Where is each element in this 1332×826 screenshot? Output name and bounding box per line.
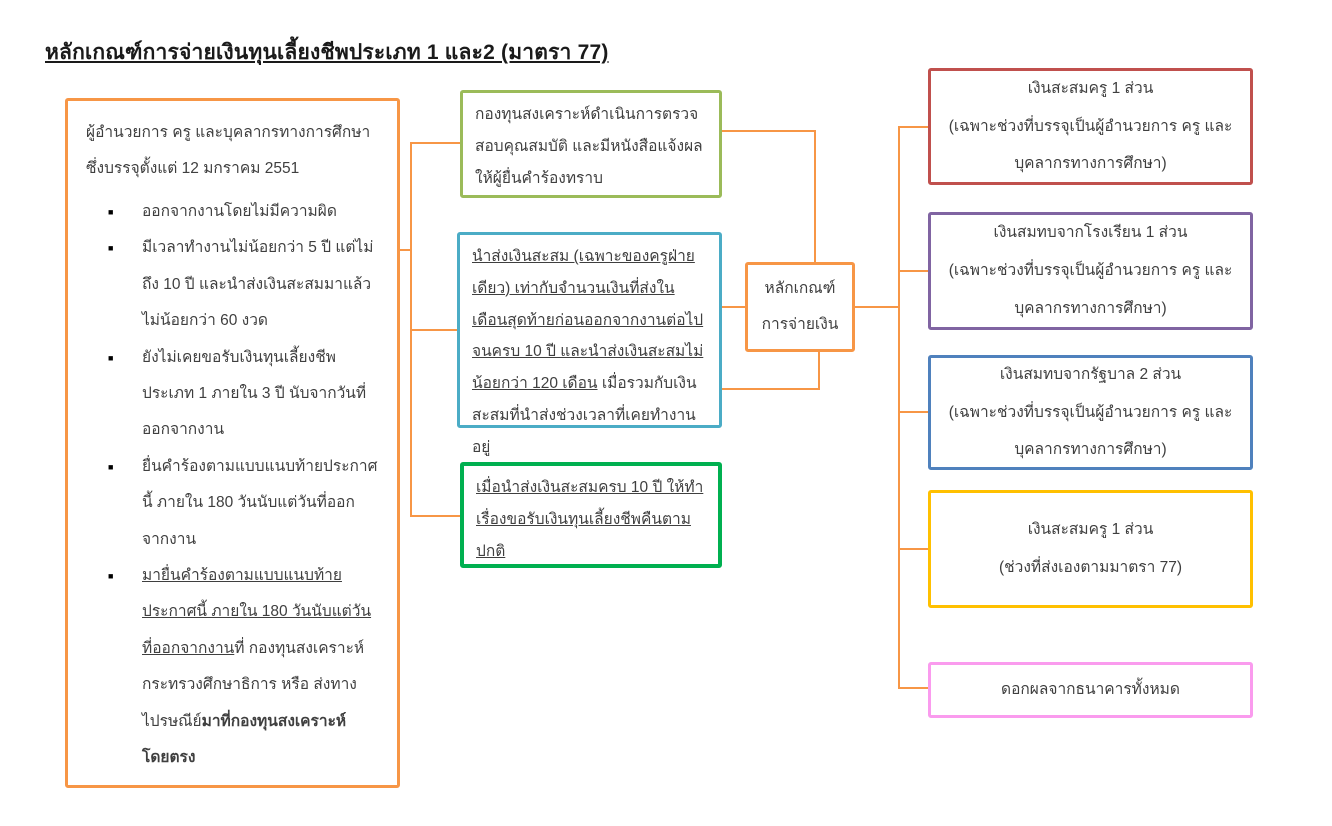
box-subtitle: (เฉพาะช่วงที่บรรจุเป็นผู้อำนวยการ ครู และบุคลากรทางการศึกษา)	[948, 262, 1233, 317]
refund-box	[460, 462, 722, 568]
connector-branch-teal	[410, 329, 457, 331]
box-title: ดอกผลจากธนาคารทั้งหมด	[1001, 681, 1180, 699]
bullet-text: ออกจากงานโดยไม่มีความผิด	[142, 202, 337, 220]
box-subtitle: (เฉพาะช่วงที่บรรจุเป็นผู้อำนวยการ ครู และบุคลากรทางการศึกษา)	[948, 403, 1233, 459]
connector-branch-green	[410, 515, 460, 517]
box-title: เงินสมทบจากรัฐบาล 2 ส่วน	[999, 365, 1182, 383]
list-item	[86, 230, 381, 339]
verification-box	[460, 90, 722, 198]
list-item	[86, 558, 381, 777]
savings-remittance-text	[472, 241, 707, 463]
connector-olive-center-v	[814, 130, 816, 262]
list-item	[86, 449, 381, 558]
teacher-savings-box-2	[928, 490, 1253, 608]
connector-branch-purple	[898, 270, 928, 272]
eligibility-intro: ผู้อำนวยการ ครู และบุคลากรทางการศึกษาซึ่งบรรจุตั้งแต่ 12 มกราคม 2551	[86, 124, 371, 178]
connector-branch-olive	[410, 142, 460, 144]
savings-remittance-normal: เมื่อรวมกับเงินสะสมที่นำส่งช่วงเวลาที่เคยทำงานอยู่	[472, 375, 697, 456]
savings-remittance-box	[457, 232, 722, 456]
payment-criteria-line1: หลักเกณฑ์	[764, 280, 836, 298]
connector-center-bottom-v	[818, 352, 820, 390]
box-subtitle: (เฉพาะช่วงที่บรรจุเป็นผู้อำนวยการ ครู และบุคลากรทางการศึกษา)	[948, 117, 1233, 173]
bullet-text-underlined: มายื่นคำร้องตามแบบแนบท้ายประกาศนี้ ภายใน 180 วันนับแต่วันที่ออกจากงาน	[142, 567, 372, 657]
payment-criteria-box	[745, 262, 855, 352]
connector-center-right	[855, 306, 900, 308]
connector-right-trunk	[898, 126, 900, 689]
bullet-square-icon: ■	[108, 352, 114, 363]
savings-remittance-underlined: นำส่งเงินสะสม (เฉพาะของครูฝ่ายเดียว) เท่ากับจำนวนเงินที่ส่งในเดือนสุดท้ายก่อนออกจากงานต่อไปจนครบ 10 ปี และนำส่งเงินสะสมไม่น้อยกว่า 120 เดือน	[472, 248, 704, 393]
connector-branch-blue	[898, 411, 928, 413]
eligibility-box	[65, 98, 400, 788]
bullet-text: มีเวลาทำงานไม่น้อยกว่า 5 ปี แต่ไม่ถึง 10 ปี และนำส่งเงินสะสมมาแล้วไม่น้อยกว่า 60 งวด	[142, 239, 374, 330]
bullet-text-normal: ที่ กองทุนสงเคราะห์ กระทรวงศึกษาธิการ หรือ ส่งทางไปรษณีย์	[142, 639, 365, 730]
teacher-savings-box-1	[928, 68, 1253, 185]
bullet-text: ยังไม่เคยขอรับเงินทุนเลี้ยงชีพประเภท 1 ภายใน 3 ปี นับจากวันที่ออกจากงาน	[142, 348, 367, 439]
connector-teal-center	[722, 306, 745, 308]
bullet-text: ยื่นคำร้องตามแบบแนบท้ายประกาศนี้ ภายใน 180 วันนับแต่วันที่ออกจากงาน	[142, 457, 378, 548]
bullet-square-icon: ■	[108, 571, 114, 582]
bullet-square-icon: ■	[108, 243, 114, 254]
bullet-square-icon: ■	[108, 461, 114, 472]
connector-center-bottom-h	[722, 388, 820, 390]
school-contribution-box	[928, 212, 1253, 330]
box-subtitle: (ช่วงที่ส่งเองตามมาตรา 77)	[998, 559, 1183, 576]
box-title: เงินสะสมครู 1 ส่วน	[1027, 79, 1154, 97]
bullet-text-bold: มาที่กองทุนสงเคราะห์โดยตรง	[142, 712, 347, 767]
refund-underlined: เมื่อนำส่งเงินสะสมครบ 10 ปี ให้ทำเรื่องขอรับเงินทุนเลี้ยงชีพคืนตามปกติ	[476, 479, 704, 560]
eligibility-bullet-list	[86, 194, 381, 777]
connector-olive-center-h	[722, 130, 816, 132]
connector-branch-red	[898, 126, 928, 128]
box-title: เงินสะสมครู 1 ส่วน	[1027, 521, 1154, 539]
connector-branch-gold	[898, 548, 928, 550]
bullet-text	[142, 558, 381, 777]
payment-criteria-line2: การจ่ายเงิน	[761, 316, 839, 333]
government-contribution-box	[928, 355, 1253, 470]
list-item	[86, 194, 381, 230]
box-title: เงินสมทบจากโรงเรียน 1 ส่วน	[993, 224, 1188, 242]
bullet-square-icon: ■	[108, 206, 114, 217]
refund-text	[476, 472, 706, 567]
connector-branch-pink	[898, 687, 928, 689]
list-item	[86, 340, 381, 449]
page-title: หลักเกณฑ์การจ่ายเงินทุนเลี้ยงชีพประเภท 1 และ2 (มาตรา 77)	[45, 41, 609, 64]
verification-text: กองทุนสงเคราะห์ดำเนินการตรวจสอบคุณสมบัติ และมีหนังสือแจ้งผลให้ผู้ยื่นคำร้องทราบ	[475, 106, 703, 187]
bank-interest-box	[928, 662, 1253, 718]
